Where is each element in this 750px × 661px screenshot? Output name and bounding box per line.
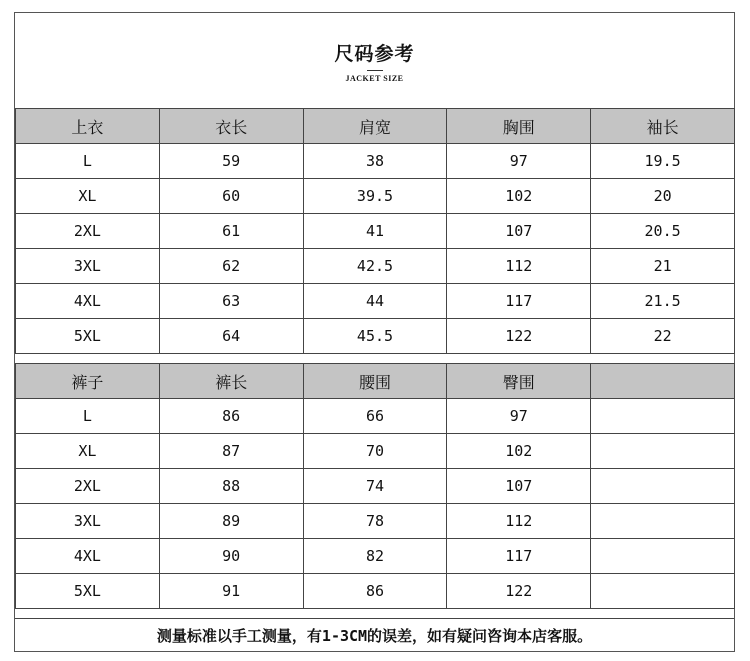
measurement-cell: 82 [303,539,447,574]
measurement-cell: 22 [591,319,735,354]
measurement-cell [591,574,735,609]
measurement-cell: 90 [159,539,303,574]
measurement-cell: 21 [591,249,735,284]
jacket-column-header: 肩宽 [303,109,447,144]
measurement-cell [591,399,735,434]
size-label-cell: L [16,399,160,434]
table-row [16,469,735,504]
pants-column-header: 裤长 [159,364,303,399]
size-label-cell: 4XL [16,539,160,574]
table-row [16,179,735,214]
measurement-cell: 122 [447,319,591,354]
measurement-cell: 117 [447,539,591,574]
measurement-cell: 39.5 [303,179,447,214]
measurement-cell: 97 [447,399,591,434]
table-row [16,249,735,284]
pants-column-header: 腰围 [303,364,447,399]
measurement-cell: 59 [159,144,303,179]
table-row [16,319,735,354]
measurement-cell: 62 [159,249,303,284]
measurement-cell: 42.5 [303,249,447,284]
table-row [16,284,735,319]
pants-size-table [15,363,735,609]
measurement-cell: 89 [159,504,303,539]
jacket-size-table [15,108,735,354]
size-label-cell: XL [16,434,160,469]
measurement-cell: 19.5 [591,144,735,179]
table-row [16,214,735,249]
size-label-cell: L [16,144,160,179]
measurement-cell [591,504,735,539]
title-divider [367,70,383,71]
size-label-cell: 2XL [16,469,160,504]
measurement-cell: 20 [591,179,735,214]
measurement-cell: 87 [159,434,303,469]
measurement-cell: 86 [159,399,303,434]
pants-column-header: 裤子 [16,364,160,399]
measurement-note: 测量标准以手工测量，有1-3CM的误差，如有疑问咨询本店客服。 [15,618,734,653]
table-row [16,144,735,179]
measurement-cell: 102 [447,434,591,469]
measurement-cell: 78 [303,504,447,539]
measurement-cell: 122 [447,574,591,609]
measurement-cell: 91 [159,574,303,609]
jacket-column-header: 上衣 [16,109,160,144]
measurement-cell: 74 [303,469,447,504]
chart-subtitle: JACKET SIZE [345,74,404,83]
table-row [16,539,735,574]
size-label-cell: 5XL [16,319,160,354]
measurement-cell [591,469,735,504]
chart-title: 尺码参考 [334,43,415,65]
measurement-cell: 41 [303,214,447,249]
measurement-cell: 21.5 [591,284,735,319]
measurement-cell: 86 [303,574,447,609]
table-row [16,399,735,434]
measurement-cell: 70 [303,434,447,469]
measurement-cell [591,539,735,574]
measurement-cell: 88 [159,469,303,504]
measurement-cell: 61 [159,214,303,249]
measurement-cell: 64 [159,319,303,354]
size-label-cell: 4XL [16,284,160,319]
measurement-cell: 107 [447,469,591,504]
measurement-cell: 112 [447,249,591,284]
measurement-cell: 117 [447,284,591,319]
measurement-cell: 66 [303,399,447,434]
size-label-cell: XL [16,179,160,214]
jacket-column-header: 胸围 [447,109,591,144]
pants-column-header [591,364,735,399]
size-label-cell: 3XL [16,249,160,284]
jacket-column-header: 袖长 [591,109,735,144]
table-row [16,504,735,539]
size-label-cell: 2XL [16,214,160,249]
measurement-cell: 97 [447,144,591,179]
size-label-cell: 3XL [16,504,160,539]
table-row [16,434,735,469]
pants-header-row [16,364,735,399]
table-row [16,574,735,609]
measurement-cell: 102 [447,179,591,214]
measurement-cell: 107 [447,214,591,249]
pants-column-header: 臀围 [447,364,591,399]
size-label-cell: 5XL [16,574,160,609]
jacket-header-row [16,109,735,144]
measurement-cell [591,434,735,469]
jacket-column-header: 衣长 [159,109,303,144]
measurement-cell: 44 [303,284,447,319]
measurement-cell: 38 [303,144,447,179]
measurement-cell: 60 [159,179,303,214]
measurement-cell: 112 [447,504,591,539]
measurement-cell: 45.5 [303,319,447,354]
measurement-cell: 20.5 [591,214,735,249]
chart-header [15,13,734,108]
size-chart [14,12,735,652]
measurement-cell: 63 [159,284,303,319]
